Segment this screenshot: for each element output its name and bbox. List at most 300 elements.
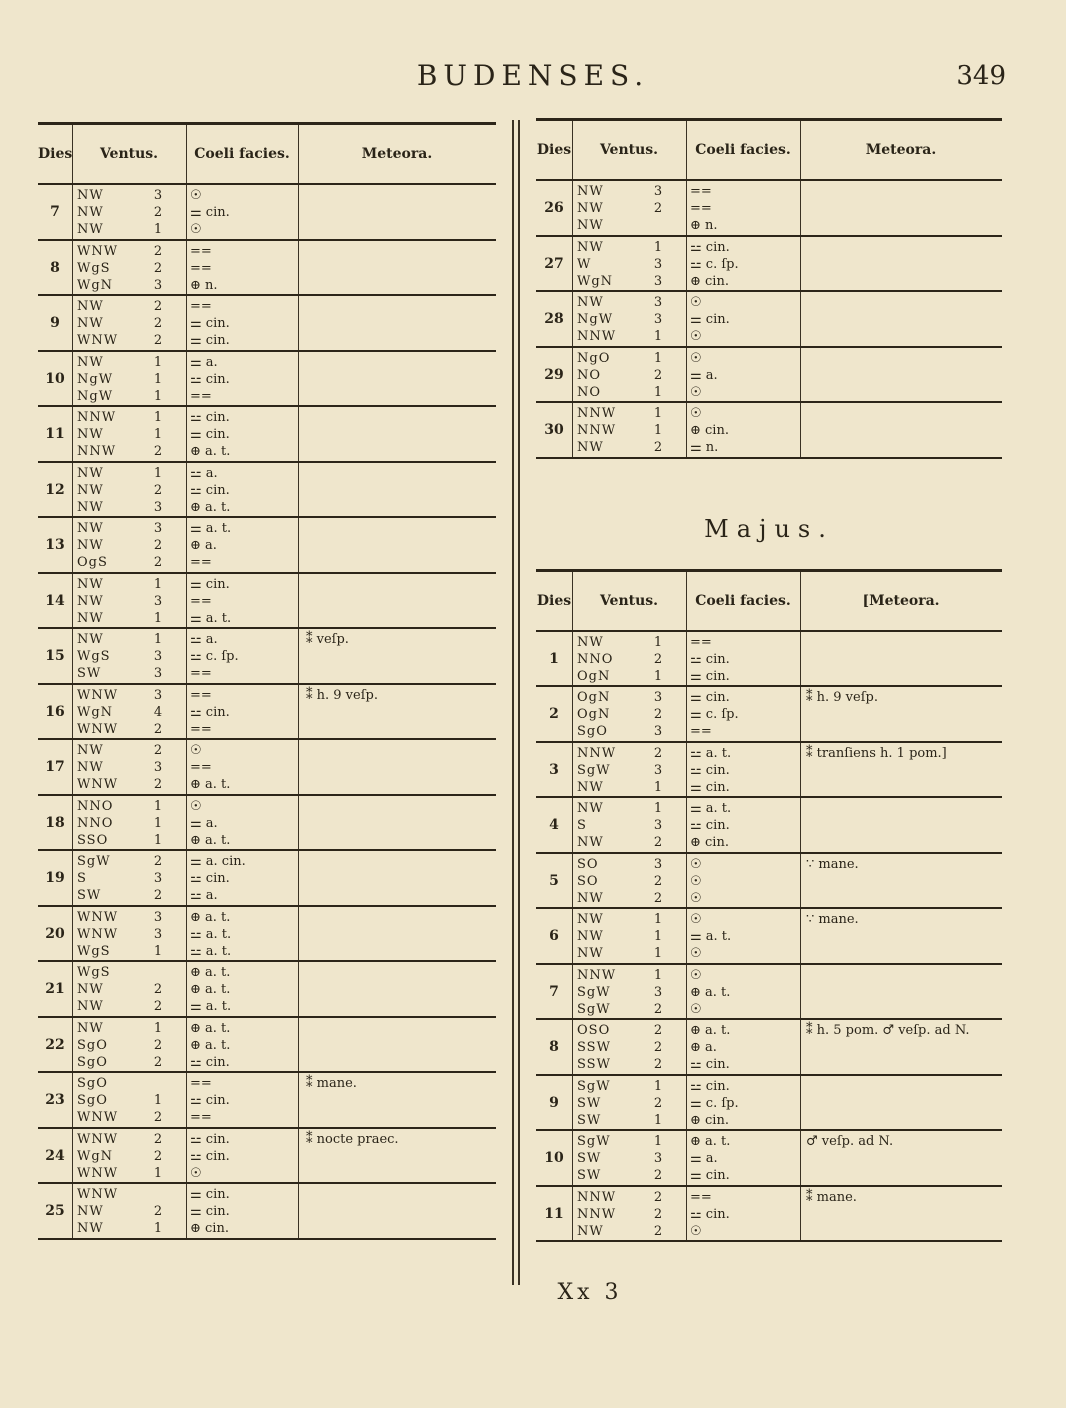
sky-condition: ==: [190, 1076, 212, 1091]
sky-condition: ==: [190, 260, 212, 276]
day-number: 13: [45, 537, 65, 553]
sky-condition: ==: [190, 1110, 212, 1125]
sky-condition: ==: [190, 666, 212, 681]
wind-force: 3: [153, 649, 163, 664]
wind-direction: SSO: [77, 832, 109, 848]
wind-force: 3: [153, 666, 163, 681]
sky-condition: ☉: [190, 222, 202, 237]
sky-condition: ⚍ a. t.: [190, 926, 232, 942]
day-number: 8: [50, 259, 60, 276]
sky-condition: ==: [190, 243, 212, 259]
wind-force: 1: [153, 815, 163, 831]
meteora-note: ∵ mane.: [806, 856, 859, 872]
wind-direction: SSW: [577, 1057, 611, 1072]
wind-direction: SgW: [577, 1134, 611, 1149]
wind-force: 3: [153, 760, 163, 775]
table-row: [38, 851, 496, 907]
wind-direction: NW: [77, 521, 104, 536]
table-row: [38, 185, 496, 241]
sky-condition: ⚍ cin.: [190, 1148, 230, 1164]
wind-direction: NW: [77, 1020, 104, 1036]
wind-direction: OgN: [577, 690, 611, 705]
wind-force: 1: [653, 423, 663, 438]
table-row: [38, 1018, 496, 1074]
table-row: [536, 403, 1002, 459]
wind-force: 2: [153, 299, 163, 314]
meteora-note: ⁑ h. 5 pom. ♂ veſp. ad N.: [806, 1023, 970, 1038]
wind-force: 2: [653, 1095, 663, 1111]
wind-direction: WgS: [77, 943, 111, 959]
sky-condition: ⊕ a. t.: [190, 1020, 231, 1036]
sky-condition: ⚍ cin.: [190, 1054, 230, 1070]
wind-force: 2: [153, 1204, 163, 1219]
table-row: [38, 629, 496, 685]
wind-direction: NW: [77, 188, 104, 203]
sky-condition: ☉: [690, 967, 702, 983]
wind-force: 2: [653, 201, 663, 216]
table-row: [38, 518, 496, 574]
wind-direction: NNO: [77, 815, 114, 831]
meteora-note: ⁑ nocte praec.: [306, 1131, 399, 1147]
page-number: 349: [956, 61, 1006, 91]
wind-direction: SgW: [577, 1001, 611, 1017]
day-number: 5: [549, 872, 559, 889]
signature-mark: Xx 3: [557, 1280, 623, 1305]
wind-direction: NNO: [577, 651, 614, 667]
day-number: 12: [45, 481, 65, 498]
wind-direction: WNW: [77, 687, 119, 703]
wind-force: 2: [153, 538, 163, 553]
sky-condition: ☉: [190, 188, 202, 203]
wind-direction: SW: [77, 888, 102, 903]
wind-direction: WNW: [77, 1110, 119, 1125]
wind-direction: NW: [577, 801, 604, 816]
table-header: [38, 122, 496, 185]
wind-force: 3: [153, 871, 163, 886]
wind-direction: NW: [77, 999, 104, 1014]
wind-force: [148, 964, 168, 981]
wind-force: 3: [153, 909, 163, 925]
sky-condition: ⊕ n.: [190, 277, 218, 293]
day-number: 4: [549, 817, 559, 833]
wind-force: 1: [153, 1165, 163, 1181]
header-meteora: Meteora.: [361, 146, 433, 162]
wind-force: 1: [153, 388, 163, 404]
sky-condition: ☉: [690, 384, 702, 400]
table-row: [38, 463, 496, 519]
table-row: [536, 1187, 1002, 1243]
table-row: [536, 965, 1002, 1021]
table-row: [536, 1131, 1002, 1187]
day-number: 18: [45, 814, 65, 831]
wind-direction: WNW: [77, 909, 119, 925]
wind-force: 1: [653, 668, 663, 684]
sky-condition: ==: [190, 721, 212, 737]
day-number: 23: [45, 1092, 65, 1108]
sky-condition: ☉: [190, 798, 202, 814]
sky-condition: ⊕ a. t.: [690, 1023, 731, 1038]
table-row: [38, 962, 496, 1018]
wind-force: 1: [653, 946, 663, 961]
wind-direction: SSW: [577, 1040, 611, 1055]
wind-direction: SgO: [77, 1093, 108, 1108]
wind-direction: NW: [577, 929, 604, 944]
header-coeli: Coeli facies.: [695, 142, 791, 158]
wind-direction: NW: [577, 239, 604, 255]
wind-direction: S: [77, 871, 87, 886]
wind-direction: NW: [77, 427, 104, 442]
wind-force: 3: [653, 690, 663, 705]
sky-condition: ⚍ cin.: [190, 482, 230, 498]
wind-direction: WNW: [77, 721, 119, 737]
wind-direction: NW: [577, 295, 604, 310]
wind-force: 1: [153, 943, 163, 959]
wind-direction: WgS: [77, 260, 111, 276]
sky-condition: ==: [690, 201, 712, 216]
wind-force: 2: [153, 721, 163, 737]
wind-direction: NW: [77, 576, 104, 592]
sky-condition: ⊕ a. t.: [690, 984, 731, 1000]
header-coeli: Coeli facies.: [194, 146, 290, 162]
wind-direction: NW: [77, 222, 104, 237]
sky-condition: ☉: [690, 1223, 702, 1239]
wind-direction: WgN: [77, 1148, 114, 1164]
wind-force: 3: [653, 295, 663, 310]
wind-direction: WNW: [77, 333, 119, 348]
wind-force: 2: [153, 555, 163, 570]
wind-direction: WgS: [77, 649, 111, 664]
wind-direction: SO: [577, 856, 599, 872]
wind-direction: NW: [77, 482, 104, 498]
wind-force: 3: [653, 724, 663, 739]
wind-direction: NW: [77, 1204, 104, 1219]
meteora-note: ♂ veſp. ad N.: [806, 1134, 894, 1149]
wind-direction: NW: [77, 299, 104, 314]
table-row: [38, 352, 496, 408]
wind-force: 1: [153, 610, 163, 626]
sky-condition: ⊕ a. t.: [190, 965, 231, 980]
sky-condition: ⚍ a. t.: [690, 745, 732, 761]
wind-force: 2: [153, 260, 163, 276]
day-number: 19: [45, 870, 65, 886]
sky-condition: ⚌ a. t.: [190, 521, 232, 536]
wind-force: 3: [653, 762, 663, 778]
wind-force: 2: [653, 1057, 663, 1072]
wind-direction: NW: [77, 354, 104, 370]
wind-direction: NW: [577, 890, 604, 906]
sky-condition: ⚌ a.: [690, 1151, 718, 1166]
wind-direction: NW: [77, 760, 104, 775]
wind-direction: NW: [77, 499, 104, 515]
table-row: [38, 907, 496, 963]
wind-direction: SW: [77, 666, 102, 681]
month-heading: Majus.: [704, 514, 834, 543]
table-row: [536, 348, 1002, 404]
sky-condition: ⚌ a. t.: [190, 610, 232, 626]
wind-direction: NNW: [577, 745, 617, 761]
wind-force: 3: [653, 1151, 663, 1166]
wind-force: 2: [153, 1148, 163, 1164]
header-dies: Dies: [536, 592, 572, 609]
wind-direction: NW: [577, 218, 604, 233]
sky-condition: ☉: [690, 873, 702, 889]
wind-force: 2: [153, 1131, 163, 1147]
wind-direction: NNW: [577, 1206, 617, 1222]
sky-condition: ☉: [690, 329, 702, 344]
wind-direction: NW: [77, 1221, 104, 1236]
wind-direction: NNW: [577, 423, 617, 438]
wind-direction: WgS: [77, 965, 111, 980]
header-ventus: Ventus.: [99, 146, 159, 162]
wind-force: 3: [653, 856, 663, 872]
wind-force: 2: [653, 1206, 663, 1222]
sky-condition: ⚌ a.: [190, 815, 218, 831]
sky-condition: ==: [690, 634, 712, 650]
wind-force: 3: [653, 256, 663, 272]
wind-direction: WNW: [77, 243, 119, 259]
day-number: 21: [45, 981, 65, 997]
wind-force: 1: [153, 427, 163, 442]
wind-direction: NO: [577, 384, 602, 400]
sky-condition: ==: [190, 593, 212, 609]
sky-condition: ⚍ cin.: [690, 239, 730, 255]
wind-force: 3: [153, 499, 163, 515]
sky-condition: ==: [690, 724, 712, 739]
wind-force: 2: [153, 333, 163, 348]
wind-force: 2: [653, 890, 663, 906]
wind-force: 3: [653, 984, 663, 1000]
wind-force: 2: [153, 1054, 163, 1070]
wind-direction: NW: [577, 835, 604, 850]
header-dies: Dies: [38, 146, 73, 162]
meteora-note: ∵ mane.: [806, 912, 859, 927]
wind-direction: NW: [577, 779, 604, 795]
day-number: 24: [45, 1147, 65, 1164]
table-row: [38, 796, 496, 852]
wind-force: 4: [153, 704, 163, 720]
wind-force: 1: [153, 832, 163, 848]
day-number: 9: [50, 315, 60, 331]
table-row: [536, 909, 1002, 965]
wind-direction: NW: [577, 440, 604, 455]
sky-condition: ⚍ c. ſp.: [690, 256, 739, 272]
page-title: BUDENSES.: [416, 59, 650, 92]
wind-force: 1: [653, 350, 663, 366]
wind-force: 3: [653, 184, 663, 199]
wind-direction: NW: [77, 632, 104, 647]
wind-direction: SW: [577, 1095, 602, 1111]
wind-force: [648, 217, 668, 234]
sky-condition: ==: [690, 1189, 712, 1205]
column-divider: [518, 120, 520, 1285]
wind-direction: NNO: [77, 798, 114, 814]
wind-force: 2: [653, 651, 663, 667]
wind-direction: WNW: [77, 777, 119, 792]
wind-force: 2: [653, 1223, 663, 1239]
day-number: 11: [544, 1205, 564, 1222]
sky-condition: ⚌ a. t.: [690, 929, 732, 944]
table-row: [536, 632, 1002, 688]
sky-condition: ==: [190, 760, 212, 775]
table-row: [38, 296, 496, 352]
wind-direction: WgN: [77, 277, 114, 293]
wind-force: 1: [653, 384, 663, 400]
sky-condition: ⊕ a.: [690, 1040, 717, 1055]
wind-force: 3: [653, 818, 663, 833]
wind-direction: OgN: [577, 668, 611, 684]
wind-force: 1: [153, 410, 163, 425]
meteora-note: ⁑ tranſiens h. 1 pom.]: [806, 745, 947, 761]
day-number: 10: [45, 370, 65, 387]
sky-condition: ⚍ cin.: [190, 871, 230, 886]
sky-condition: ⚌ n.: [690, 440, 719, 455]
wind-direction: NW: [577, 1223, 604, 1239]
wind-force: 2: [153, 1037, 163, 1053]
day-number: 1: [549, 650, 559, 667]
sky-condition: ⚌ a. t.: [190, 999, 232, 1014]
wind-force: 1: [153, 1020, 163, 1036]
wind-direction: NW: [77, 205, 104, 220]
wind-direction: NgW: [77, 371, 114, 387]
table-row: [536, 798, 1002, 854]
sky-condition: ⊕ n.: [690, 218, 718, 233]
table-header: [536, 569, 1002, 632]
day-number: 7: [549, 983, 559, 1000]
wind-force: 3: [153, 521, 163, 536]
right-table: [536, 118, 1002, 1242]
wind-force: 2: [653, 873, 663, 889]
wind-force: 2: [653, 1168, 663, 1183]
wind-force: 2: [153, 316, 163, 331]
table-body: [536, 632, 1002, 1243]
day-number: 10: [544, 1150, 564, 1166]
sky-condition: ==: [190, 388, 212, 404]
sky-condition: ⚌ c. ſp.: [690, 707, 739, 722]
day-number: 6: [549, 928, 559, 944]
sky-condition: ⊕ a. t.: [190, 499, 231, 515]
table-row: [536, 1020, 1002, 1076]
sky-condition: ⊕ cin.: [690, 1112, 729, 1128]
left-table: [38, 122, 496, 1240]
wind-force: 1: [653, 779, 663, 795]
wind-direction: SW: [577, 1168, 602, 1183]
table-row: [536, 1076, 1002, 1132]
sky-condition: ⊕ cin.: [690, 423, 729, 438]
wind-direction: NgO: [577, 350, 611, 366]
wind-direction: SgO: [77, 1037, 108, 1053]
wind-direction: NNW: [77, 444, 117, 459]
day-number: 30: [544, 422, 564, 438]
wind-direction: NW: [77, 593, 104, 609]
wind-direction: NW: [577, 634, 604, 650]
wind-force: 3: [153, 926, 163, 942]
day-number: 14: [45, 592, 65, 609]
sky-condition: ⚌ cin.: [190, 205, 230, 220]
wind-force: 1: [653, 967, 663, 983]
wind-direction: NW: [577, 201, 604, 216]
wind-force: 2: [653, 707, 663, 722]
table-row: [38, 241, 496, 297]
wind-force: 1: [653, 239, 663, 255]
wind-force: 1: [153, 371, 163, 387]
sky-condition: ⚌ cin.: [190, 1187, 230, 1202]
wind-direction: SW: [577, 1112, 602, 1128]
day-number: 3: [549, 761, 559, 778]
day-number: 16: [45, 703, 65, 720]
wind-force: 3: [653, 312, 663, 327]
wind-force: 1: [153, 222, 163, 237]
sky-condition: ⊕ cin.: [190, 1221, 229, 1236]
wind-force: 3: [153, 188, 163, 203]
sky-condition: ⚍ a.: [190, 888, 218, 903]
sky-condition: ⚌ c. ſp.: [690, 1095, 739, 1111]
wind-force: 1: [153, 354, 163, 370]
sky-condition: ⚌ cin.: [690, 668, 730, 684]
sky-condition: ⊕ a. t.: [190, 1037, 231, 1053]
wind-force: 2: [153, 482, 163, 498]
sky-condition: ☉: [690, 946, 702, 961]
wind-force: 1: [153, 1221, 163, 1236]
wind-direction: OgS: [77, 555, 108, 570]
meteora-note: ⁑ mane.: [306, 1076, 357, 1091]
wind-direction: SgW: [77, 854, 111, 869]
sky-condition: ☉: [690, 1001, 702, 1017]
wind-force: 1: [653, 406, 663, 421]
sky-condition: ⚍ a.: [190, 632, 218, 647]
sky-condition: ==: [190, 555, 212, 570]
sky-condition: ⚌ cin.: [190, 576, 230, 592]
sky-condition: ☉: [690, 912, 702, 927]
wind-direction: SgW: [577, 984, 611, 1000]
sky-condition: ==: [690, 184, 712, 199]
header-coeli: Coeli facies.: [695, 592, 791, 609]
wind-force: 1: [653, 1078, 663, 1094]
wind-force: 1: [653, 329, 663, 344]
day-number: 9: [549, 1094, 559, 1111]
table-row: [38, 1129, 496, 1185]
sky-condition: ☉: [690, 295, 702, 310]
wind-direction: NW: [77, 610, 104, 626]
day-number: 22: [45, 1036, 65, 1053]
meteora-note: ⁑ mane.: [806, 1189, 857, 1205]
wind-force: 1: [153, 576, 163, 592]
meteora-note: ⁑ h. 9 veſp.: [306, 687, 378, 703]
wind-force: 2: [653, 440, 663, 455]
wind-force: 2: [153, 743, 163, 758]
wind-force: 1: [653, 929, 663, 944]
header-dies: Dies: [536, 142, 572, 158]
sky-condition: ⚍ cin.: [690, 818, 730, 833]
day-number: 2: [549, 706, 559, 722]
wind-force: 1: [153, 1093, 163, 1108]
wind-force: 2: [653, 745, 663, 761]
sky-condition: ⚍ cin.: [690, 762, 730, 778]
wind-direction: OSO: [577, 1023, 611, 1038]
wind-direction: WNW: [77, 1165, 119, 1181]
wind-direction: SgW: [577, 762, 611, 778]
wind-direction: NNW: [577, 1189, 617, 1205]
wind-direction: NW: [577, 184, 604, 199]
table-body: [38, 185, 496, 1240]
table-row: [536, 854, 1002, 910]
sky-condition: ⚌ cin.: [690, 779, 730, 795]
header-ventus: Ventus.: [599, 592, 659, 609]
wind-force: 2: [153, 205, 163, 220]
wind-force: 2: [153, 999, 163, 1014]
sky-condition: ⚌ cin.: [190, 1204, 230, 1219]
table-row: [38, 1184, 496, 1240]
sky-condition: ⚍ cin.: [190, 1131, 230, 1147]
